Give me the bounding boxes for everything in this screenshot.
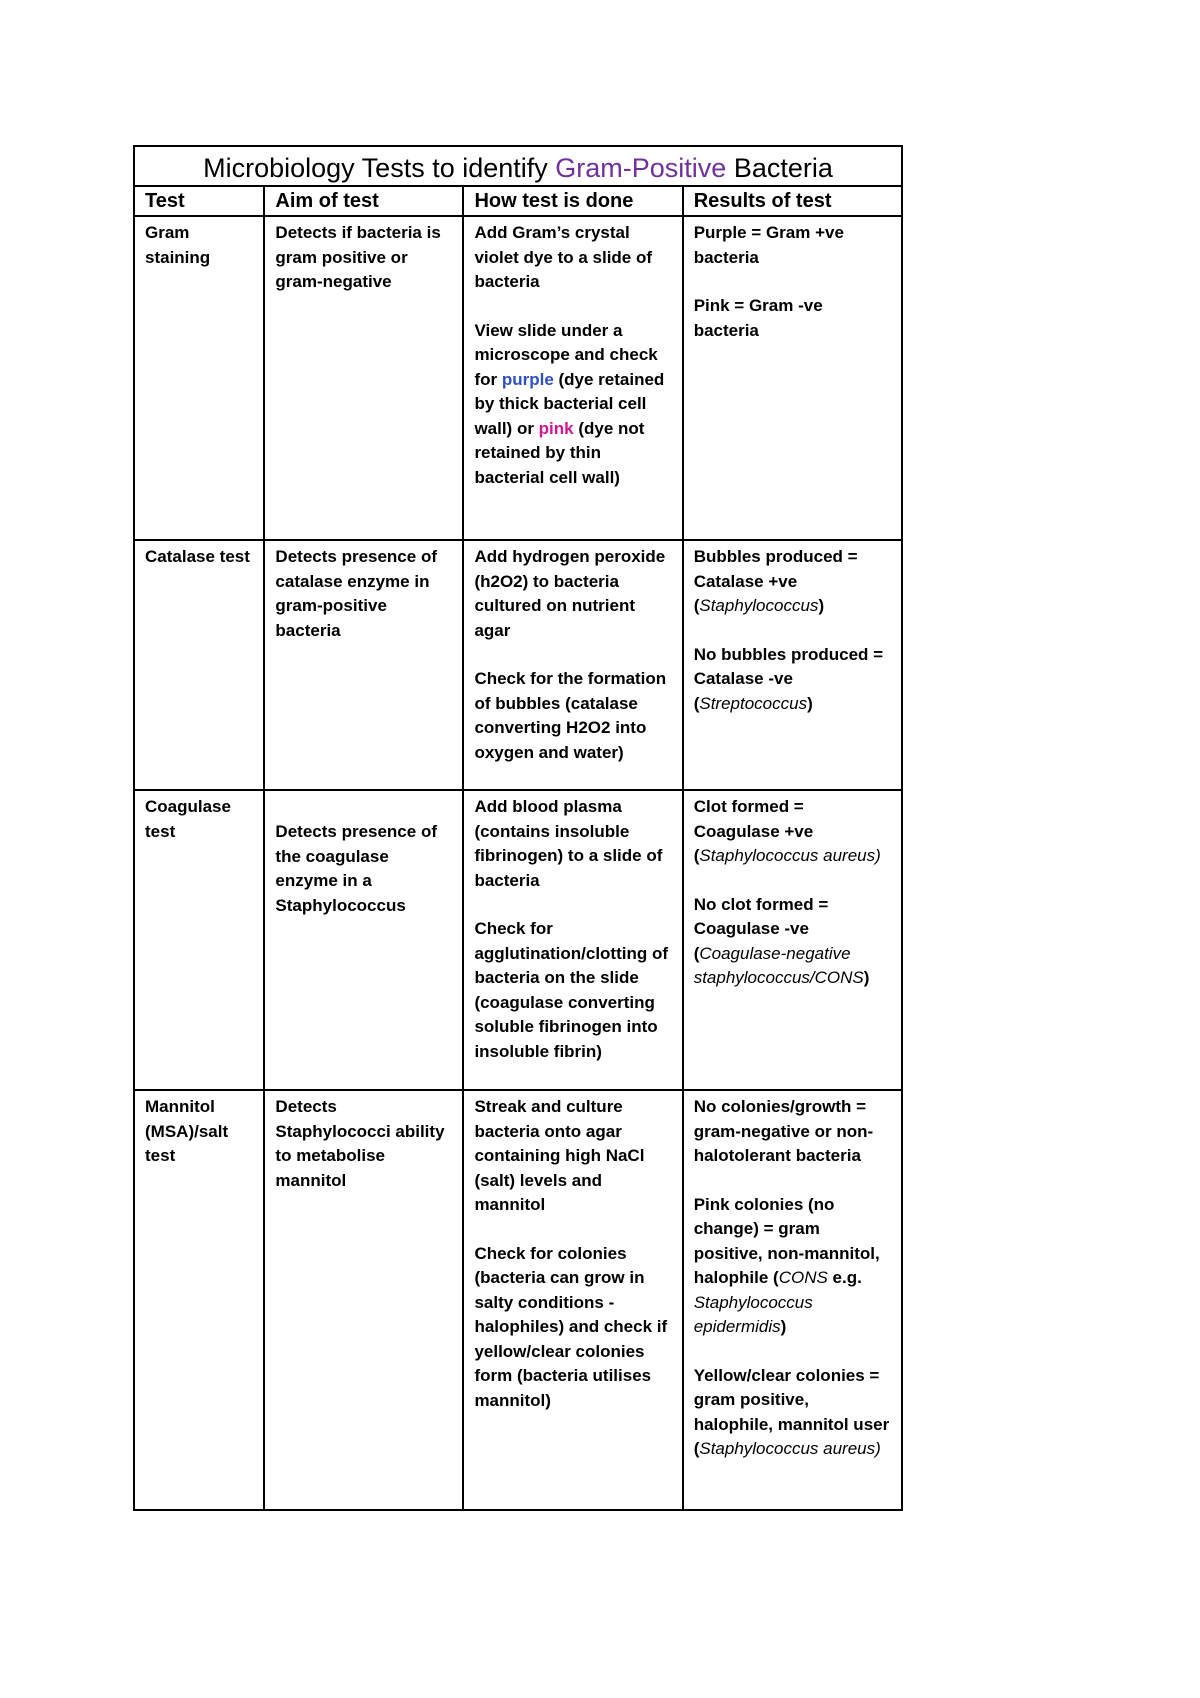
header-test: Test (134, 186, 264, 216)
how-text: (dye not retained by thin bacterial cell wall) (474, 418, 645, 487)
how-step-2: Check for colonies (bacteria can grow in salty conditions - halophiles) and check if yellow/clear colonies form (bacteria utilises mannitol) (474, 1243, 668, 1410)
result-text: ) (780, 1317, 787, 1336)
cell-results (683, 1090, 902, 1510)
result-text: Yellow/clear colonies = gram positive, halophile, mannitol user ( (693, 1365, 890, 1458)
cell-how (463, 790, 682, 1090)
result-text: ) (807, 693, 813, 713)
species-name: Staphylococcus (699, 596, 819, 615)
cell-how (463, 540, 682, 790)
result-1: Purple = Gram +ve bacteria (693, 223, 844, 267)
cell-aim (264, 790, 463, 1090)
title-prefix: Microbiology Tests to identify (203, 153, 556, 183)
cell-aim: Detects presence of catalase enzyme in gram-positive bacteria (264, 540, 463, 790)
aim-text: Detects presence of the coagulase enzyme in a Staphylococcus (275, 822, 437, 915)
cell-test: Gram staining (134, 216, 264, 540)
how-step-2: Check for agglutination/clotting of bacteria on the slide (coagulase converting soluble fibrinogen into insoluble fibrin) (474, 919, 669, 1061)
how-text: View slide under a microscope and check for (474, 320, 658, 389)
header-how: How test is done (463, 186, 682, 216)
result-1 (694, 795, 891, 869)
how-step-1: Add Gram’s crystal violet dye to a slide of bacteria (474, 223, 653, 291)
pink-word: pink (538, 418, 574, 438)
table-row (134, 216, 902, 540)
how-step-2: Check for the formation of bubbles (catalase converting H2O2 into oxygen and water) (474, 669, 667, 762)
result-text: Clot formed = Coagulase +ve ( (693, 797, 814, 865)
species-name: Coagulase-negative staphylococcus/CONS (693, 943, 864, 987)
result-1 (694, 545, 891, 619)
result-text: ) (818, 596, 825, 615)
how-text: (dye retained by thick bacterial cell wall) or (474, 369, 665, 438)
species-name: Staphylococcus aureus) (699, 846, 881, 865)
result-text: No clot formed = Coagulase -ve ( (693, 894, 829, 963)
how-step-2 (474, 319, 671, 491)
purple-word: purple (501, 369, 554, 389)
header-row (134, 186, 902, 216)
species-name: CONS (778, 1268, 828, 1287)
bacteria-tests-table (133, 145, 903, 1511)
result-text: Pink colonies (no change) = gram positive, non-mannitol, halophile ( (693, 1194, 880, 1287)
result-1: No colonies/growth = gram-negative or non-halotolerant bacteria (693, 1097, 874, 1165)
header-aim: Aim of test (264, 186, 463, 216)
result-2 (694, 643, 891, 717)
title-accent: Gram-Positive (555, 153, 727, 183)
how-step-1: Streak and culture bacteria onto agar containing high NaCl (salt) levels and mannitol (474, 1097, 645, 1214)
cell-results (683, 216, 902, 540)
species-name: Staphylococcus epidermidis (693, 1292, 813, 1336)
cell-test: Mannitol (MSA)/salt test (134, 1090, 264, 1510)
result-text: e.g. (827, 1268, 862, 1287)
table-row (134, 1090, 902, 1510)
result-2: Pink = Gram -ve bacteria (693, 296, 823, 340)
cell-aim: Detects if bacteria is gram positive or gram-negative (264, 216, 463, 540)
species-name: Staphylococcus aureus) (699, 1439, 881, 1458)
cell-results (683, 540, 902, 790)
table-row (134, 540, 902, 790)
cell-results (683, 790, 902, 1090)
cell-aim: Detects Staphylococci ability to metabolise mannitol (264, 1090, 463, 1510)
title-row (134, 146, 902, 186)
cell-test: Coagulase test (134, 790, 264, 1090)
result-text: ) (863, 968, 870, 987)
result-2 (694, 1193, 891, 1340)
species-name: Streptococcus (699, 693, 808, 713)
how-step-1: Add hydrogen peroxide (h2O2) to bacteria cultured on nutrient agar (474, 547, 666, 640)
cell-how (463, 1090, 682, 1510)
cell-test: Catalase test (134, 540, 264, 790)
result-2 (694, 893, 891, 991)
title-suffix: Bacteria (726, 153, 833, 183)
header-results: Results of test (683, 186, 902, 216)
result-text: Bubbles produced = Catalase +ve ( (693, 547, 858, 615)
result-text: No bubbles produced = Catalase -ve ( (693, 644, 884, 713)
table-title (134, 146, 902, 186)
cell-how (463, 216, 682, 540)
table-row (134, 790, 902, 1090)
result-3 (694, 1364, 891, 1462)
how-step-1: Add blood plasma (contains insoluble fibrinogen) to a slide of bacteria (474, 797, 663, 890)
